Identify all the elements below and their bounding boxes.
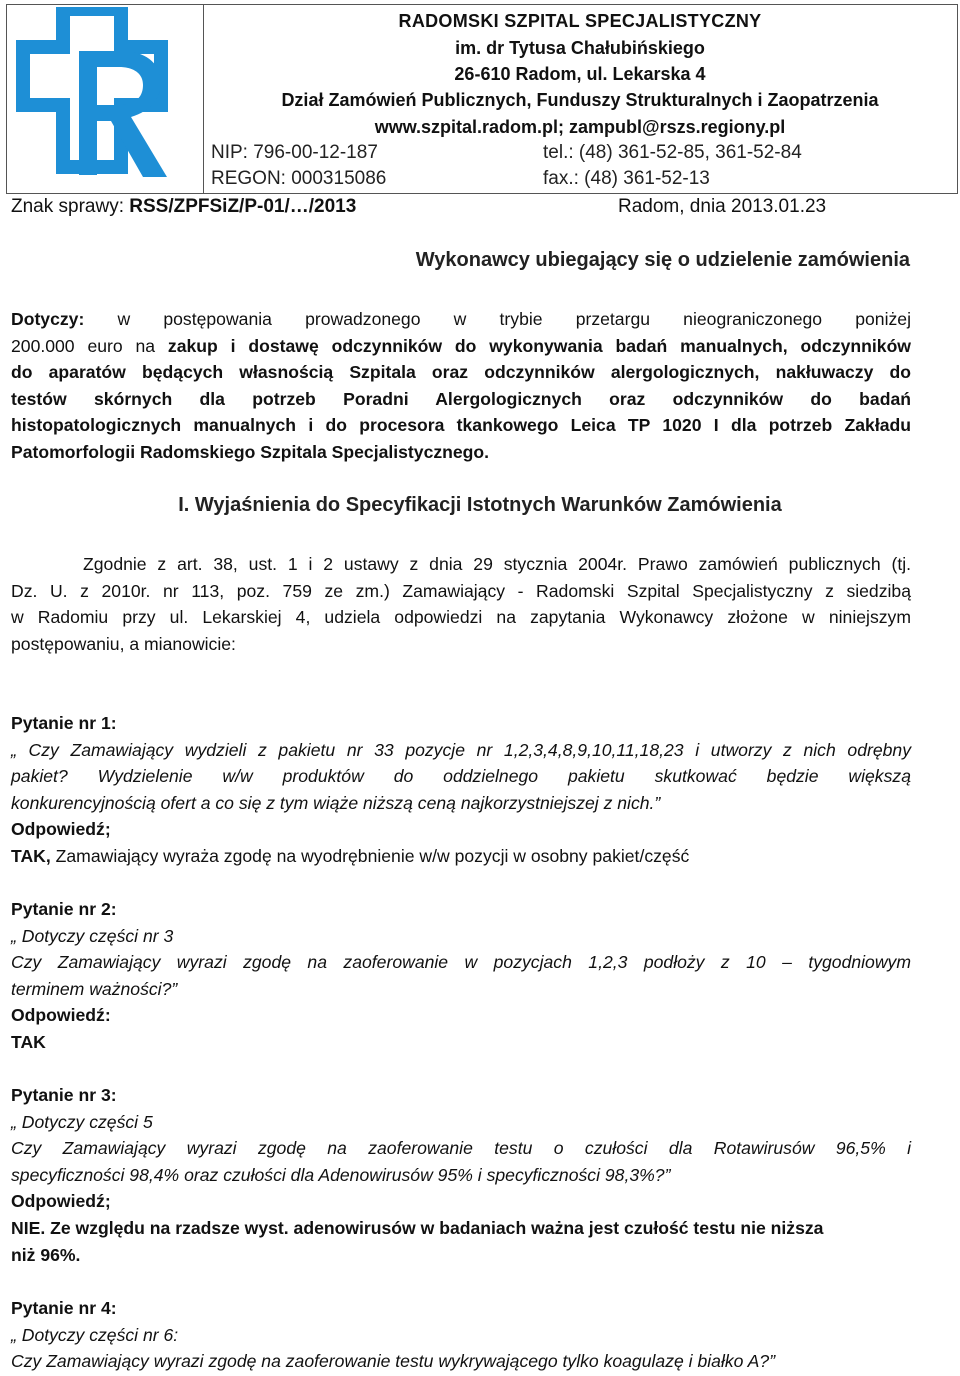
- intro-paragraph: [11, 551, 911, 657]
- answer-1: TAK, Zamawiający wyraża zgodę na wyodrębnienie w/w pozycji w osobny pakiet/część: [11, 845, 690, 866]
- hospital-logo: [7, 5, 204, 193]
- letterhead: [6, 4, 958, 194]
- place-date: Radom, dnia 2013.01.23: [618, 196, 827, 217]
- question-4-line-1: „ Dotyczy części nr 6:: [11, 1324, 179, 1345]
- subject-label: Dotyczy:: [11, 309, 85, 329]
- case-reference: [11, 195, 356, 219]
- answer-3-line-1: NIE. Ze względu na rzadsze wyst. adenowirusów w badaniach ważna jest czułość testu nie niższa: [11, 1217, 824, 1238]
- question-1-line-1: „ Czy Zamawiający wydzieli z pakietu nr 33 pozycje nr 1,2,3,4,8,9,10,11,18,23 i utworzy z nich odrębny: [11, 739, 911, 760]
- answer-1-label: Odpowiedź;: [11, 819, 111, 840]
- cross-r-logo-icon: [11, 7, 201, 191]
- subject-line-2: 200.000 euro na zakup i dostawę odczynników do wykonywania badań manualnych, odczynników: [11, 335, 911, 356]
- question-4-label: Pytanie nr 4:: [11, 1298, 117, 1318]
- nip-number: NIP: 796-00-12-187: [211, 142, 378, 163]
- answer-2-label: Odpowiedź:: [11, 1005, 111, 1026]
- question-3-label: Pytanie nr 3:: [11, 1085, 117, 1105]
- fax: fax.: (48) 361-52-13: [543, 168, 710, 189]
- question-3-line-2: Czy Zamawiający wyrazi zgodę na zaoferowanie testu o czułości dla Rotawirusów 96,5% i: [11, 1138, 911, 1159]
- hospital-name: RADOMSKI SZPITAL SPECJALISTYCZNY: [398, 11, 762, 31]
- question-1-line-3: konkurencyjnością ofert a co się z tym wiąże niższą ceną najkorzystniejszej z nich.”: [11, 792, 661, 813]
- department-name: Dział Zamówień Publicznych, Funduszy Strukturalnych i Zaopatrzenia: [281, 90, 879, 110]
- web-email: www.szpital.radom.pl; zampubl@rszs.regiony.pl: [374, 117, 786, 137]
- answer-3-line-2: niż 96%.: [11, 1244, 81, 1265]
- question-3-line-3: specyficzności 98,4% oraz czułości dla Adenowirusów 95% i specyficzności 98,3%?”: [11, 1164, 671, 1185]
- hospital-patron: im. dr Tytusa Chałubińskiego: [455, 38, 705, 58]
- answer-3-label: Odpowiedź;: [11, 1191, 111, 1212]
- subject-paragraph: [11, 306, 911, 466]
- question-4: [11, 1295, 911, 1375]
- question-3: [11, 1082, 911, 1268]
- intro-line-4: postępowaniu, a mianowicie:: [11, 633, 236, 654]
- question-2-line-1: „ Dotyczy części nr 3: [11, 925, 174, 946]
- hospital-address: 26-610 Radom, ul. Lekarska 4: [454, 64, 706, 84]
- intro-line-3: w Radomiu przy ul. Lekarskiej 4, udziela odpowiedzi na zapytania Wykonawcy złożone w niniejszym: [11, 607, 911, 628]
- question-2-label: Pytanie nr 2:: [11, 899, 117, 919]
- question-1-label: Pytanie nr 1:: [11, 713, 117, 733]
- intro-line-1: Zgodnie z art. 38, ust. 1 i 2 ustawy z dnia 29 stycznia 2004r. Prawo zamówień publicznych (tj.: [83, 554, 911, 574]
- telephone: tel.: (48) 361-52-85, 361-52-84: [543, 142, 802, 163]
- question-3-line-1: „ Dotyczy części 5: [11, 1111, 153, 1132]
- intro-line-2: Dz. U. z 2010r. nr 113, poz. 759 ze zm.) Zamawiający - Radomski Szpital Specjalistyczny z siedzibą: [11, 580, 911, 601]
- question-1: [11, 710, 911, 870]
- answer-2: TAK: [11, 1031, 46, 1052]
- case-reference-label: Znak sprawy:: [11, 196, 124, 217]
- recipients-heading: Wykonawcy ubiegający się o udzielenie zamówienia: [415, 249, 910, 271]
- subject-line-5: histopatologicznych manualnych i do procesora tkankowego Leica TP 1020 I dla potrzeb Zakładu: [11, 415, 911, 436]
- subject-line-3: do aparatów będących własnością Szpitala oraz odczynników alergologicznych, nakłuwaczy do: [11, 362, 911, 383]
- subject-line-1: Dotyczy: w postępowania prowadzonego w trybie przetargu nieograniczonego poniżej: [11, 309, 911, 329]
- subject-line-4: testów skórnych dla potrzeb Poradni Alergologicznych oraz odczynników do badań: [11, 388, 911, 409]
- question-2: [11, 896, 911, 1056]
- question-1-line-2: pakiet? Wydzielenie w/w produktów do oddzielnego pakietu skutkować będzie większą: [11, 766, 911, 787]
- section-heading: I. Wyjaśnienia do Specyfikacji Istotnych Warunków Zamówienia: [178, 494, 782, 516]
- case-reference-value: RSS/ZPFSiZ/P-01/…/2013: [129, 196, 357, 217]
- subject-line-6: Patomorfologii Radomskiego Szpitala Specjalistycznego.: [11, 441, 490, 462]
- question-4-line-2: Czy Zamawiający wyrazi zgodę na zaoferowanie testu wykrywającego tylko koagulazę i białko A?”: [11, 1351, 776, 1372]
- regon-number: REGON: 000315086: [211, 168, 387, 189]
- question-2-line-3: terminem ważności?”: [11, 978, 178, 999]
- question-2-line-2: Czy Zamawiający wyrazi zgodę na zaoferowanie w pozycjach 1,2,3 podłoży z 10 – tygodniowym: [11, 952, 911, 973]
